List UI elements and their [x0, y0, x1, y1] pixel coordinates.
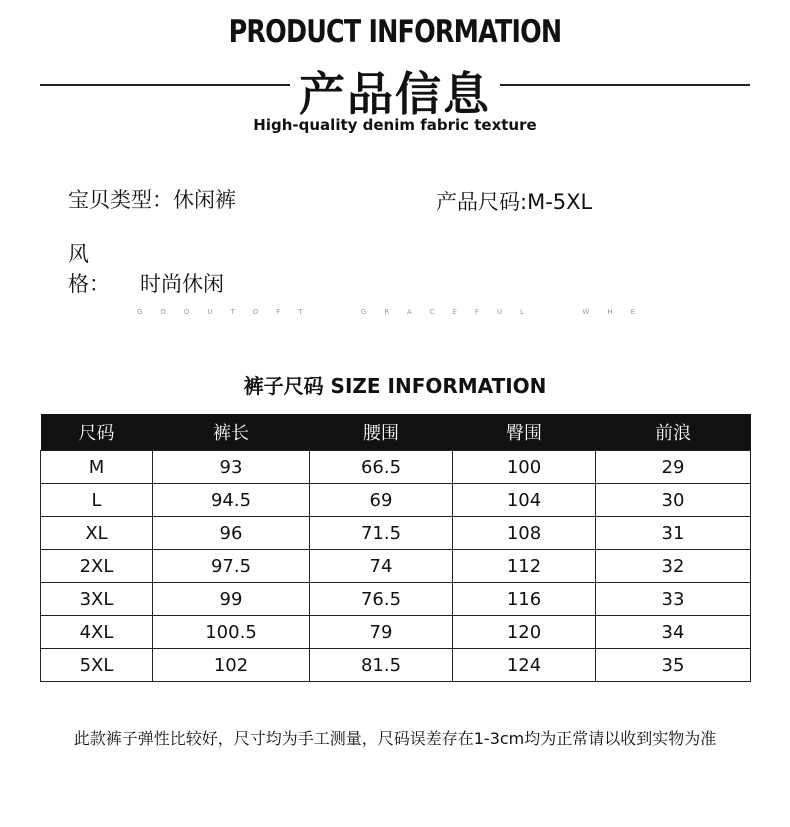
table-cell: 32: [596, 550, 751, 583]
table-cell: 31: [596, 517, 751, 550]
table-cell: 108: [453, 517, 596, 550]
title-english: PRODUCT INFORMATION: [228, 14, 562, 50]
table-row: [41, 550, 751, 583]
table-cell: 29: [596, 451, 751, 484]
table-cell: 112: [453, 550, 596, 583]
table-cell: 66.5: [310, 451, 453, 484]
table-row: [41, 451, 751, 484]
subtitle: High-quality denim fabric texture: [253, 116, 537, 134]
column-header: 裤长: [153, 414, 310, 451]
table-cell: 69: [310, 484, 453, 517]
table-cell: 34: [596, 616, 751, 649]
table-cell: 79: [310, 616, 453, 649]
table-cell: 104: [453, 484, 596, 517]
table-cell: 120: [453, 616, 596, 649]
table-cell: 100: [453, 451, 596, 484]
product-type: 宝贝类型：休闲裤: [68, 188, 236, 212]
table-row: [41, 649, 751, 682]
table-cell: 102: [153, 649, 310, 682]
footnote: 此款裤子弹性比较好，尺寸均为手工测量，尺码误差存在1-3cm均为正常请以收到实物为准: [73, 729, 717, 748]
size-table: [40, 414, 751, 682]
table-cell: 93: [153, 451, 310, 484]
table-cell: 97.5: [153, 550, 310, 583]
table-cell: 30: [596, 484, 751, 517]
title-chinese: 产品信息: [299, 67, 491, 121]
title-rule-right: [500, 84, 750, 86]
table-cell: 99: [153, 583, 310, 616]
size-section-title: 裤子尺码 SIZE INFORMATION: [243, 374, 547, 398]
table-cell: 74: [310, 550, 453, 583]
table-cell: 3XL: [41, 583, 153, 616]
table-cell: 5XL: [41, 649, 153, 682]
column-header: 尺码: [41, 414, 153, 451]
table-cell: 81.5: [310, 649, 453, 682]
table-cell: XL: [41, 517, 153, 550]
table-cell: 76.5: [310, 583, 453, 616]
table-cell: 124: [453, 649, 596, 682]
product-size-range: 产品尺码:M-5XL: [436, 190, 593, 214]
table-cell: 35: [596, 649, 751, 682]
table-cell: 94.5: [153, 484, 310, 517]
style-label: 风 格：: [68, 242, 131, 296]
column-header: 前浪: [596, 414, 751, 451]
product-style: [68, 238, 224, 298]
table-cell: 116: [453, 583, 596, 616]
column-header: 腰围: [310, 414, 453, 451]
table-cell: 33: [596, 583, 751, 616]
table-cell: 71.5: [310, 517, 453, 550]
decorative-text: GOOUTOFT GRACEFUL WHE: [136, 308, 654, 316]
table-row: [41, 517, 751, 550]
table-cell: L: [41, 484, 153, 517]
column-header: 臀围: [453, 414, 596, 451]
table-row: [41, 616, 751, 649]
table-row: [41, 484, 751, 517]
table-cell: 96: [153, 517, 310, 550]
table-row: [41, 583, 751, 616]
table-cell: 100.5: [153, 616, 310, 649]
size-table-header: [41, 414, 751, 451]
table-cell: M: [41, 451, 153, 484]
table-cell: 4XL: [41, 616, 153, 649]
style-value: 时尚休闲: [140, 272, 224, 296]
table-cell: 2XL: [41, 550, 153, 583]
